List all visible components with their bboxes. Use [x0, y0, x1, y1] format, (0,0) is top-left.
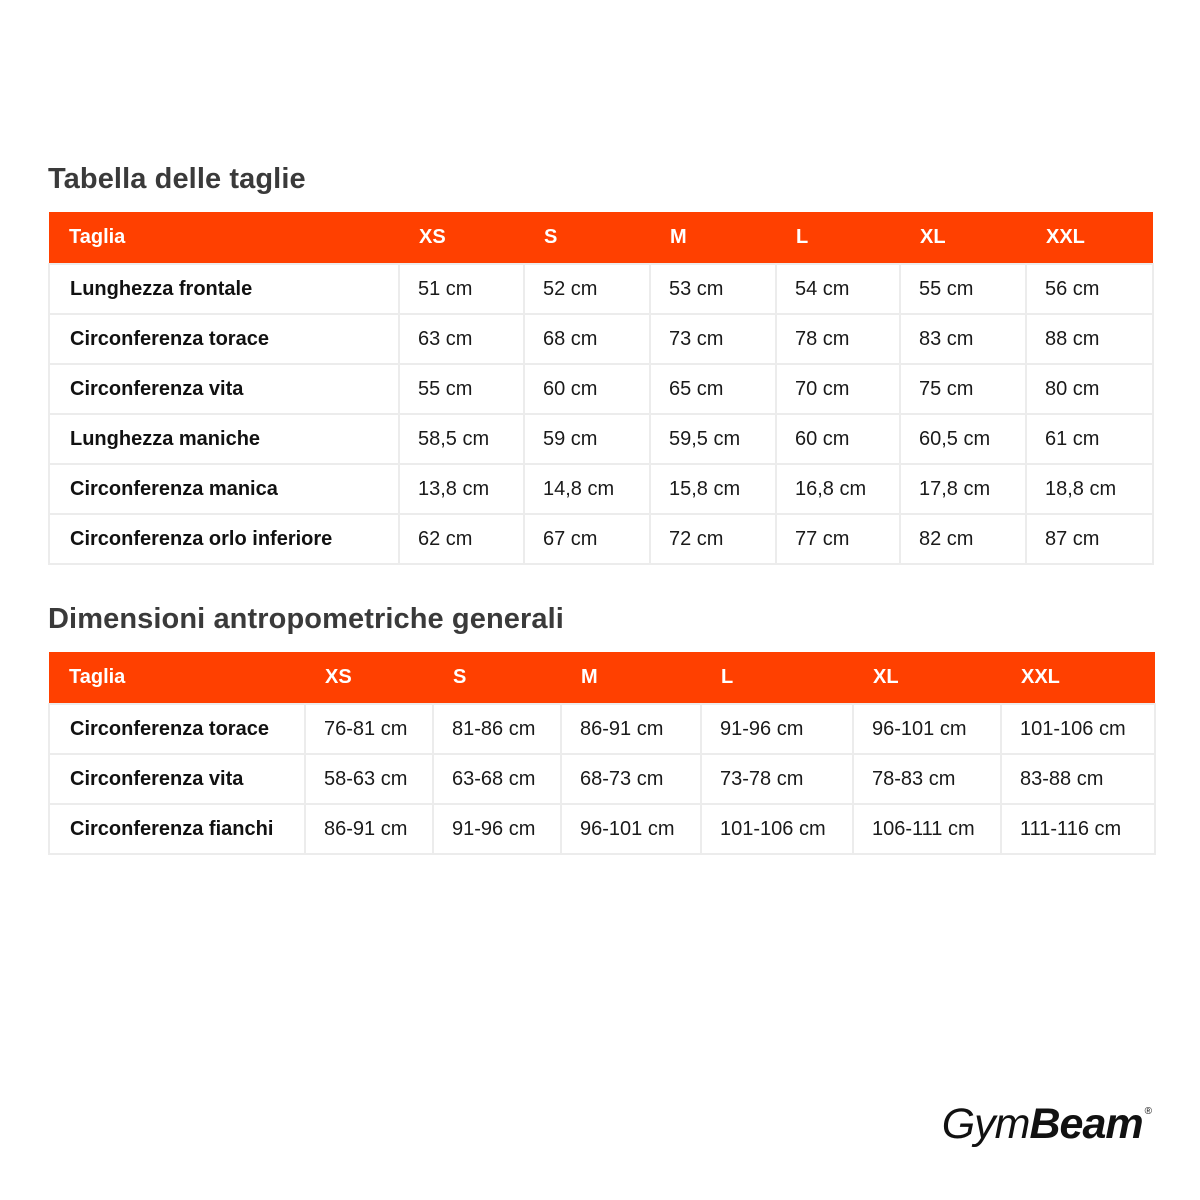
row-label: Circonferenza manica — [49, 464, 399, 514]
table-cell: 83-88 cm — [1001, 754, 1155, 804]
header-size-m: M — [581, 666, 598, 688]
table-cell: 81-86 cm — [433, 704, 561, 754]
row-label: Lunghezza maniche — [49, 414, 399, 464]
table-cell: 70 cm — [776, 364, 900, 414]
row-label: Circonferenza torace — [49, 704, 305, 754]
table-row — [49, 514, 1153, 564]
table-cell: 68-73 cm — [561, 754, 701, 804]
table-cell: 60 cm — [776, 414, 900, 464]
table-cell: 52 cm — [524, 264, 650, 314]
header-size-m: M — [670, 226, 687, 248]
table-cell: 14,8 cm — [524, 464, 650, 514]
size-table — [48, 212, 1154, 565]
table-cell: 75 cm — [900, 364, 1026, 414]
table-cell: 86-91 cm — [305, 804, 433, 854]
table-cell: 55 cm — [900, 264, 1026, 314]
row-label: Circonferenza vita — [49, 754, 305, 804]
anthropometric-table-title: Dimensioni antropometriche generali — [48, 603, 564, 635]
table-cell: 53 cm — [650, 264, 776, 314]
table-row — [49, 704, 1155, 754]
table-cell: 54 cm — [776, 264, 900, 314]
table-cell: 51 cm — [399, 264, 524, 314]
table-cell: 17,8 cm — [900, 464, 1026, 514]
table-row — [49, 804, 1155, 854]
logo-text-beam: Beam — [1029, 1100, 1143, 1148]
table-row — [49, 314, 1153, 364]
table-cell: 78-83 cm — [853, 754, 1001, 804]
table-row — [49, 364, 1153, 414]
table-cell: 96-101 cm — [561, 804, 701, 854]
header-size-s: S — [453, 666, 467, 688]
table-cell: 67 cm — [524, 514, 650, 564]
table-row — [49, 264, 1153, 314]
table-cell: 73-78 cm — [701, 754, 853, 804]
table-cell: 91-96 cm — [701, 704, 853, 754]
table-cell: 72 cm — [650, 514, 776, 564]
table-cell: 91-96 cm — [433, 804, 561, 854]
table-cell: 59,5 cm — [650, 414, 776, 464]
row-label: Circonferenza vita — [49, 364, 399, 414]
table-cell: 65 cm — [650, 364, 776, 414]
table-cell: 88 cm — [1026, 314, 1153, 364]
table-cell: 101-106 cm — [1001, 704, 1155, 754]
table-cell: 15,8 cm — [650, 464, 776, 514]
header-size-xl: XL — [920, 226, 946, 248]
table-cell: 63-68 cm — [433, 754, 561, 804]
table-cell: 61 cm — [1026, 414, 1153, 464]
header-size-l: L — [721, 666, 734, 688]
table-cell: 80 cm — [1026, 364, 1153, 414]
registered-mark: ® — [1144, 1106, 1152, 1117]
table-cell: 55 cm — [399, 364, 524, 414]
table-row — [49, 414, 1153, 464]
table-cell: 58,5 cm — [399, 414, 524, 464]
table-cell: 18,8 cm — [1026, 464, 1153, 514]
table-cell: 101-106 cm — [701, 804, 853, 854]
header-size-xs: XS — [325, 666, 352, 688]
size-table-title: Tabella delle taglie — [48, 163, 306, 195]
table-cell: 82 cm — [900, 514, 1026, 564]
row-label: Circonferenza orlo inferiore — [49, 514, 399, 564]
table-cell: 83 cm — [900, 314, 1026, 364]
header-size-xxl: XXL — [1021, 666, 1060, 688]
header-size-xs: XS — [419, 226, 446, 248]
table-cell: 77 cm — [776, 514, 900, 564]
row-label: Circonferenza torace — [49, 314, 399, 364]
table-cell: 62 cm — [399, 514, 524, 564]
table-cell: 78 cm — [776, 314, 900, 364]
table-cell: 16,8 cm — [776, 464, 900, 514]
header-size-label: Taglia — [69, 666, 126, 688]
anthropometric-table — [48, 652, 1156, 855]
table-cell: 111-116 cm — [1001, 804, 1155, 854]
gymbeam-logo — [942, 1100, 1152, 1149]
table-cell: 13,8 cm — [399, 464, 524, 514]
table-cell: 68 cm — [524, 314, 650, 364]
table-cell: 63 cm — [399, 314, 524, 364]
table-header-row — [49, 652, 1155, 704]
row-label: Lunghezza frontale — [49, 264, 399, 314]
table-cell: 59 cm — [524, 414, 650, 464]
table-cell: 60 cm — [524, 364, 650, 414]
table-cell: 96-101 cm — [853, 704, 1001, 754]
header-size-l: L — [796, 226, 809, 248]
header-size-s: S — [544, 226, 558, 248]
table-row — [49, 754, 1155, 804]
table-cell: 73 cm — [650, 314, 776, 364]
table-cell: 87 cm — [1026, 514, 1153, 564]
table-cell: 86-91 cm — [561, 704, 701, 754]
table-cell: 58-63 cm — [305, 754, 433, 804]
table-cell: 76-81 cm — [305, 704, 433, 754]
header-size-xxl: XXL — [1046, 226, 1085, 248]
table-cell: 60,5 cm — [900, 414, 1026, 464]
row-label: Circonferenza fianchi — [49, 804, 305, 854]
table-row — [49, 464, 1153, 514]
header-size-xl: XL — [873, 666, 899, 688]
table-cell: 106-111 cm — [853, 804, 1001, 854]
header-size-label: Taglia — [69, 226, 126, 248]
table-header-row — [49, 212, 1153, 264]
logo-text-gym: Gym — [941, 1100, 1030, 1148]
table-cell: 56 cm — [1026, 264, 1153, 314]
